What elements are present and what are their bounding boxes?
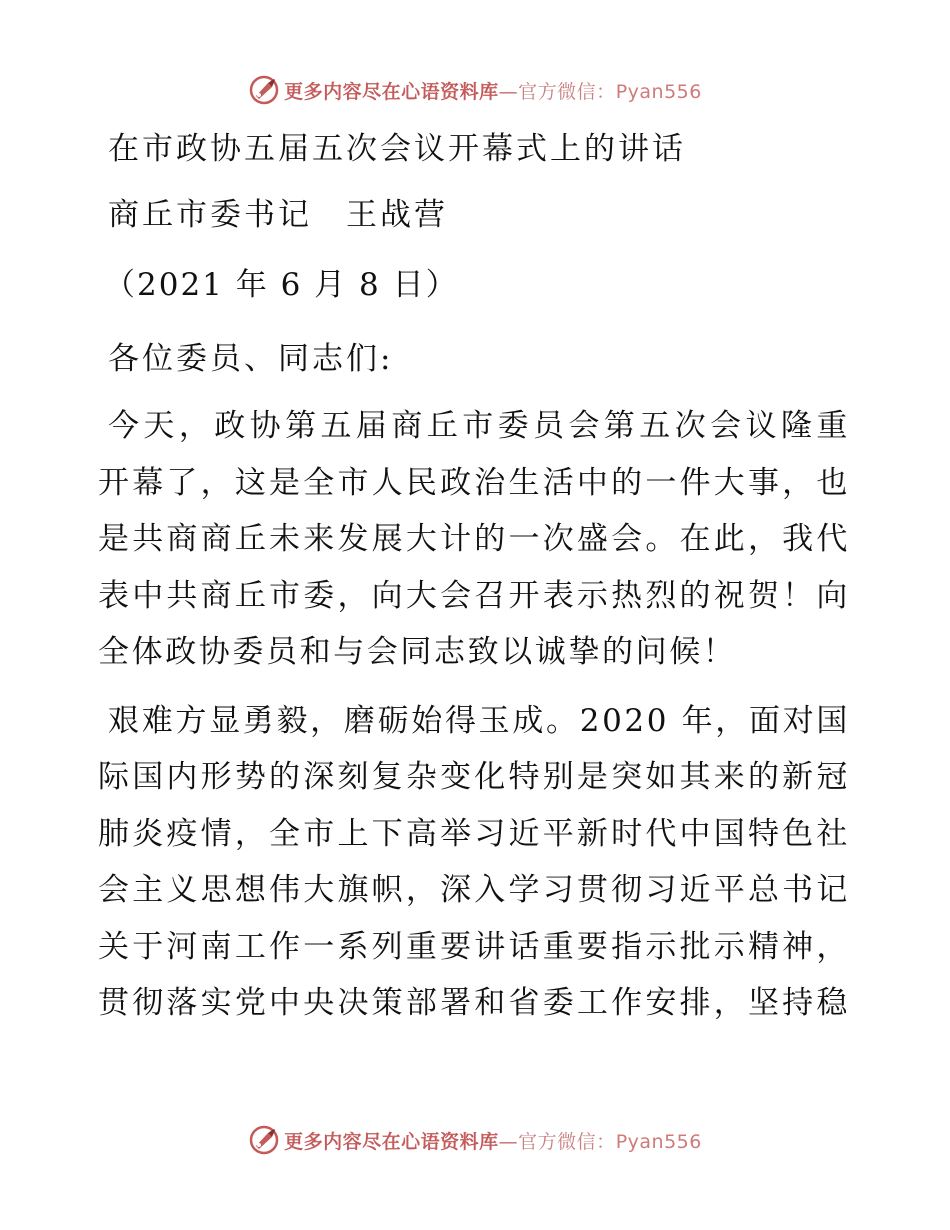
paragraph-line: 贯彻落实党中央决策部署和省委工作安排，坚持稳 xyxy=(98,985,850,1021)
watermark-label: 官方微信： xyxy=(518,80,616,103)
document-title: 在市政协五届五次会议开幕式上的讲话 xyxy=(108,131,686,167)
paragraph-line: 表中共商丘市委，向大会召开表示热烈的祝贺！向 xyxy=(98,577,850,614)
paragraph-1 xyxy=(98,398,850,681)
watermark-text xyxy=(284,77,702,104)
watermark-brand: 更多内容尽在心语资料库 xyxy=(284,1130,499,1153)
watermark-banner-top xyxy=(0,70,950,110)
watermark-brand: 更多内容尽在心语资料库 xyxy=(284,80,499,103)
watermark-wechat-id: Pyan556 xyxy=(615,1130,702,1153)
document-body xyxy=(98,120,850,1044)
watermark-banner-bottom xyxy=(0,1120,950,1160)
quill-seal-icon xyxy=(248,74,280,106)
paragraph-line: 关于河南工作一系列重要讲话重要指示批示精神， xyxy=(98,928,850,965)
paragraph-line: 会主义思想伟大旗帜，深入学习贯彻习近平总书记 xyxy=(98,872,850,908)
paragraph-line: 今天，政协第五届商丘市委员会第五次会议隆重 xyxy=(108,408,850,444)
paragraph-2 xyxy=(98,693,850,1032)
paragraph-line: 开幕了，这是全市人民政治生活中的一件大事，也 xyxy=(98,464,850,501)
paragraph-line: 全体政协委员和与会同志致以诚挚的问候！ xyxy=(98,634,737,670)
watermark-label: 官方微信： xyxy=(518,1130,616,1153)
paragraph-line: 肺炎疫情，全市上下高举习近平新时代中国特色社 xyxy=(98,815,850,852)
document-author: 商丘市委书记 王战营 xyxy=(108,197,448,233)
quill-seal-icon xyxy=(248,1124,280,1156)
watermark-dash: — xyxy=(498,1130,519,1153)
document-date: （2021 年 6 月 8 日） xyxy=(104,267,459,303)
paragraph-line: 际国内形势的深刻复杂变化特别是突如其来的新冠 xyxy=(98,759,850,795)
watermark-wechat-id: Pyan556 xyxy=(615,80,702,103)
paragraph-line: 是共商商丘未来发展大计的一次盛会。在此，我代 xyxy=(98,521,850,557)
watermark-text xyxy=(284,1127,702,1154)
document-salutation: 各位委员、同志们: xyxy=(108,341,394,377)
paragraph-line: 艰难方显勇毅，磨砺始得玉成。2020 年，面对国 xyxy=(108,702,850,739)
watermark-dash: — xyxy=(498,80,519,103)
